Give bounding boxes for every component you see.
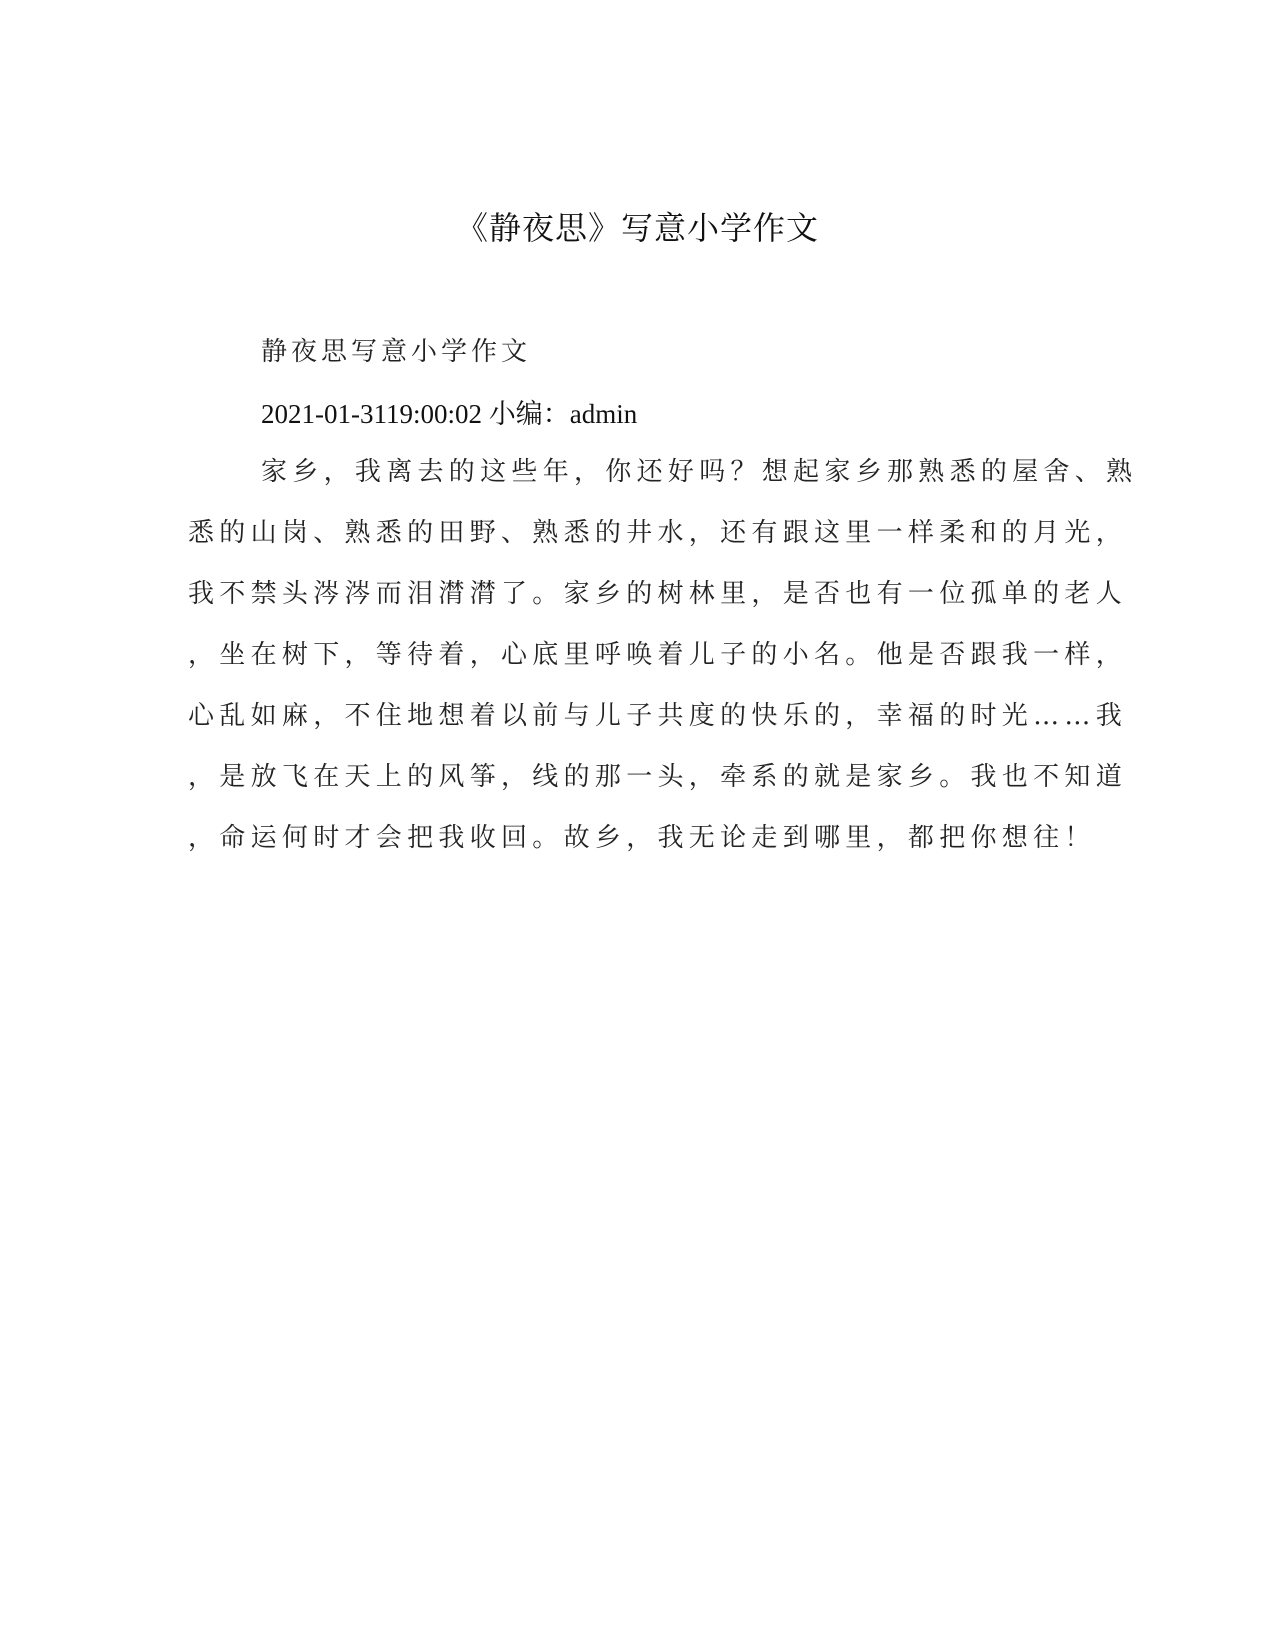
document-title: 《静夜思》写意小学作文 bbox=[455, 209, 819, 247]
body-line: 我不禁头涔涔而泪潸潸了。家乡的树林里，是否也有一位孤单的老人 bbox=[188, 579, 1128, 609]
publish-meta: 2021-01-3119:00:02 小编：admin bbox=[261, 399, 638, 429]
article-body bbox=[188, 452, 1138, 879]
body-line: 悉的山岗、熟悉的田野、熟悉的井水，还有跟这里一样柔和的月光， bbox=[188, 518, 1128, 548]
body-line: 家乡，我离去的这些年，你还好吗？想起家乡那熟悉的屋舍、熟 bbox=[261, 457, 1138, 487]
body-line: ，是放飞在天上的风筝，线的那一头，牵系的就是家乡。我也不知道 bbox=[188, 762, 1128, 792]
body-line: ，命运何时才会把我收回。故乡，我无论走到哪里，都把你想往！ bbox=[188, 823, 1096, 853]
body-line: ，坐在树下，等待着，心底里呼唤着儿子的小名。他是否跟我一样， bbox=[188, 640, 1128, 670]
body-line: 心乱如麻，不住地想着以前与儿子共度的快乐的，幸福的时光……我 bbox=[188, 701, 1128, 731]
document-subtitle: 静夜思写意小学作文 bbox=[261, 337, 532, 367]
